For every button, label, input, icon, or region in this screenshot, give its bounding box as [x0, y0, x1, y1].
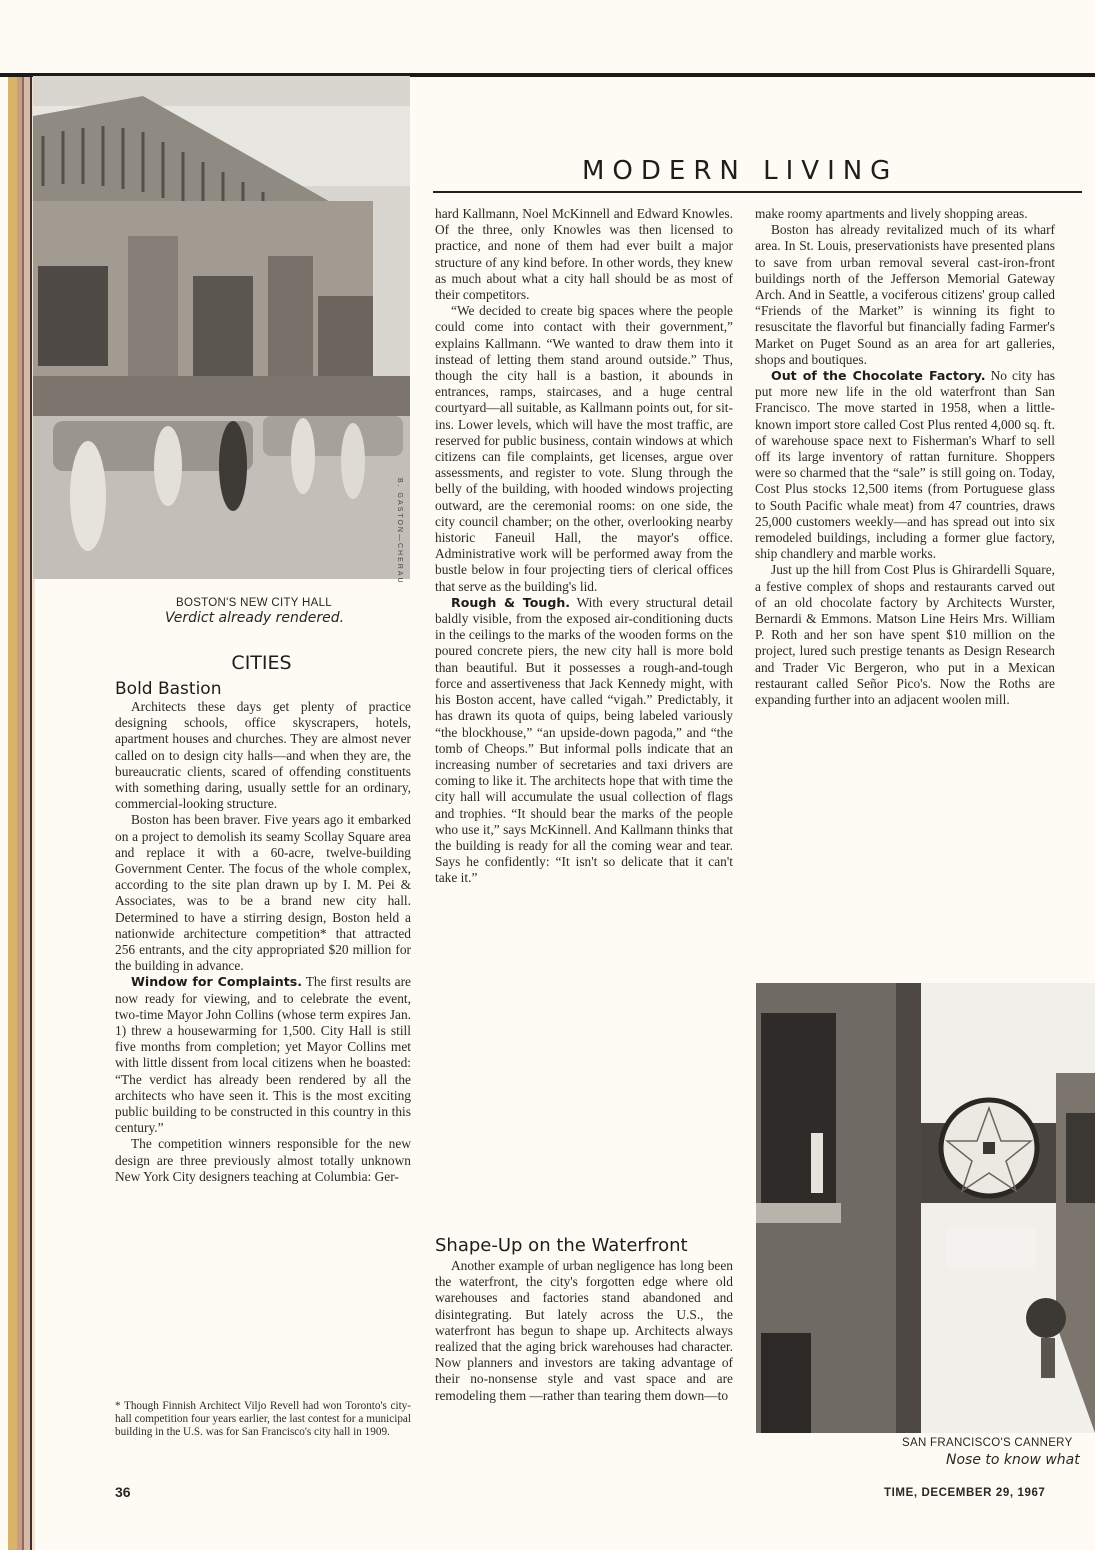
san-francisco-cannery-photo — [756, 983, 1095, 1433]
department-label: CITIES — [231, 652, 292, 674]
paragraph: Architects these days get plenty of practice designing schools, office skyscrapers, hotels, apartment houses and churches. They are almost never called on to design city halls—and when they are, the bureaucratic clients, scared of offending constituents with something daring, usually settle for an ordinary, commercial-looking structure. — [115, 699, 411, 812]
article2-column-3 — [755, 206, 1055, 708]
boston-photo-caption-subtitle: Verdict already rendered. — [165, 610, 345, 626]
paragraph-text: The first results are now ready for viewing, and to celebrate the event, two-time Mayor John Collins (whose term expires Jan. 1) threw a housewarming for 1,500. City Hall is still five months from completion; yet Mayor Collins met with little dissent from local citizens when he boasted: “The verdict has already been rendered by all the architects who have seen it. This is the most exciting public building to be constructed in this country in this century.” — [115, 974, 411, 1136]
section-header-rule — [433, 191, 1082, 193]
paragraph — [435, 595, 733, 887]
subhead-rough-and-tough: Rough & Tough. — [451, 594, 571, 610]
article1-headline: Bold Bastion — [115, 679, 222, 699]
paragraph-text: No city has put more new life in the old waterfront than San Francisco. The move started in 1958, when a little-known import store called Cost Plus rented 4,000 sq. ft. of warehouse space next to Fisherman's Wharf to sell off its large inventory of rattan furniture. Shoppers were so charmed that the “sale” is still going on. Today, Cost Plus stocks 12,500 items (from Portuguese glass to South Pacific whale meat) from 47 countries, draws 25,000 customers weekly—and has spread out into six remodeled buildings, including a former glue factory, ship chandlery and marble works. — [755, 368, 1055, 562]
issue-date-line: TIME, DECEMBER 29, 1967 — [884, 1487, 1046, 1499]
cannery-photo-caption-subtitle: Nose to know what — [946, 1452, 1080, 1468]
paragraph — [755, 368, 1055, 562]
section-header: MODERN LIVING — [582, 156, 899, 186]
article1-column-2 — [435, 206, 733, 887]
magazine-spine — [8, 77, 35, 1550]
paragraph — [115, 974, 411, 1136]
page-number: 36 — [115, 1484, 131, 1500]
boston-photo-caption-title: BOSTON'S NEW CITY HALL — [176, 597, 332, 609]
paragraph: make roomy apartments and lively shopping areas. — [755, 206, 1028, 221]
article2-headline: Shape-Up on the Waterfront — [435, 1235, 688, 1256]
cannery-photo-caption-title: SAN FRANCISCO'S CANNERY — [902, 1437, 1073, 1449]
article2-column-2 — [435, 1258, 733, 1404]
paragraph-text: With every structural detail baldly visible, from the exposed air-conditioning ducts in the ceilings to the marks of the wooden forms on the poured concrete piers, the new city hall is more bold than beautiful. But it possesses a rough-and-tough force and assertiveness that Jack Kennedy might, with his Boston accent, have called “vigah.” Predictably, it has drawn its quota of quips, being labeled variously “the blockhouse,” “an upside-down pagoda,” and “the tomb of Cheops.” But informal polls indicate that an increasing number of secretaries and taxi drivers are coming to like it. The architects hope that with time the city hall will accumulate the usual collection of flags and trophies. “It should bear the marks of the people who use it,” says McKinnell. And Kallmann thinks that the building is ready for all the coming wear and tear. Says he confidently: “It isn't so delicate that it can't take it.” — [435, 594, 733, 886]
subhead-window-for-complaints: Window for Complaints. — [131, 974, 303, 990]
subhead-out-of-the-chocolate-factory: Out of the Chocolate Factory. — [771, 368, 986, 384]
paragraph: The competition winners responsible for the new design are three previously almost totally unknown New York City designers teaching at Columbia: Ger- — [115, 1136, 411, 1184]
photo-credit: B. GASTON—CHERAU — [396, 478, 403, 585]
paragraph: Boston has been braver. Five years ago it embarked on a project to demolish its seamy Scollay Square area and replace it with a 60-acre, twelve-building Government Center. The focus of the whole complex, according to the site plan drawn up by I. M. Pei & Associates, was to be a brand new city hall. Determined to have a stirring design, Boston held a nationwide architecture competition* that attracted 256 entrants, and the city appropriated $20 million for the building in advance. — [115, 812, 411, 974]
paragraph: Boston has already revitalized much of its wharf area. In St. Louis, preservationists have presented plans to save from urban removal several cast-iron-front buildings north of the Jefferson Memorial Gateway Arch. And in Seattle, a vociferous citizens' group called “Friends of the Market” is winning its fight to resuscitate the flavorful but financially fading Farmer's Market on Puget Sound as an area for art galleries, shops and boutiques. — [755, 222, 1055, 367]
boston-city-hall-photo — [33, 76, 410, 579]
footnote: * Though Finnish Architect Viljo Revell had won Toronto's city-hall competition four years earlier, the last contest for a municipal building in the U.S. was for San Francisco's city hall in 1909. — [115, 1400, 411, 1438]
paragraph: “We decided to create big spaces where the people could come into contact with their government,” explains Kallmann. “We wanted to draw them into it instead of letting them stand around outside.” Thus, though the city hall is a bastion, it abounds in entrances, ramps, staircases, and a huge central courtyard—all suitable, as Kallmann points out, for sit-ins. Lower levels, which will have the most traffic, are reserved for public business, contain windows at which citizens can file complaints, get licenses, argue over assessments, and register to vote. Slung through the belly of the building, with hooded windows projecting outward, are the ceremonial rooms: on one side, the city council chamber; on the other, overlooking nearby historic Faneuil Hall, the mayor's office. Administrative work will be performed away from the bustle below in four projecting tiers of clerical offices that serve as the building's lid. — [435, 303, 733, 594]
paragraph: Just up the hill from Cost Plus is Ghirardelli Square, a festive complex of shops and restaurants carved out of an old chocolate factory by Architects Wurster, Bernardi & Emmons. Matson Line Heirs Mrs. William P. Roth and her son have spent $10 million on the project, lured such prestige tenants as Design Research and Trader Vic Bergeron, who put in a Mexican restaurant called Señor Pico's. Now the Roths are expanding further into an adjacent woolen mill. — [755, 562, 1055, 708]
paragraph: hard Kallmann, Noel McKinnell and Edward Knowles. Of the three, only Knowles was then licensed to practice, and none of them had ever built a major structure of any kind before. In other words, they knew as much about what a city hall should be as most of their competitors. — [435, 206, 733, 303]
paragraph: Another example of urban negligence has long been the waterfront, the city's forgotten edge where old warehouses and factories stand abandoned and disintegrating. But lately across the U.S., the waterfront has begun to shape up. Architects always realized that the aging brick warehouses had character. Now planners and investors are taking advantage of their no-nonsense style and vast space and are remodeling them —rather than tearing them down—to — [435, 1258, 733, 1403]
article1-column-1 — [115, 699, 411, 1185]
